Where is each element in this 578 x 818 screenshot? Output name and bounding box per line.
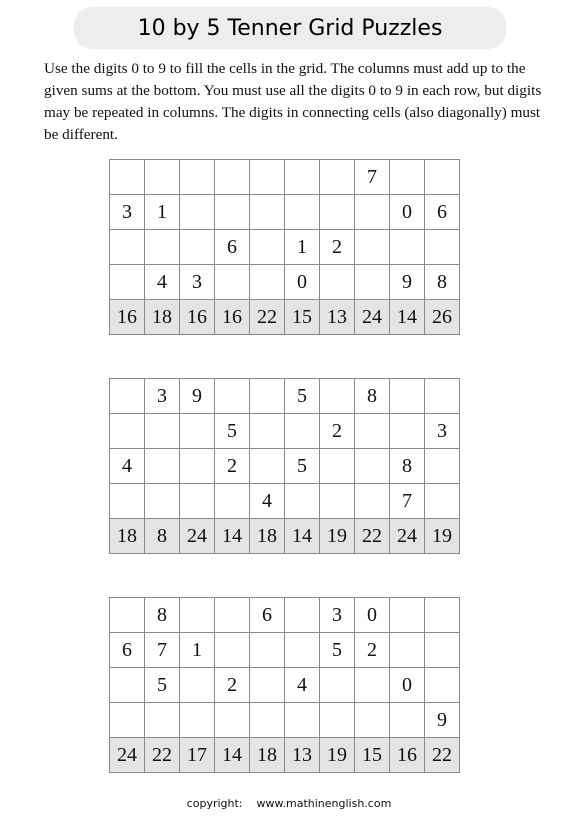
empty-cell (320, 668, 355, 703)
empty-cell (425, 633, 460, 668)
column-sum-cell: 13 (285, 738, 320, 773)
grid-row (110, 160, 460, 195)
empty-cell (390, 414, 425, 449)
given-digit-cell: 2 (355, 633, 390, 668)
given-digit-cell: 8 (425, 265, 460, 300)
given-digit-cell: 2 (215, 449, 250, 484)
empty-cell (145, 414, 180, 449)
empty-cell (425, 449, 460, 484)
empty-cell (110, 484, 145, 519)
empty-cell (425, 484, 460, 519)
column-sum-cell: 24 (390, 519, 425, 554)
empty-cell (355, 195, 390, 230)
column-sum-cell: 16 (390, 738, 425, 773)
column-sum-cell: 18 (145, 300, 180, 335)
empty-cell (390, 379, 425, 414)
grid-row (110, 195, 460, 230)
column-sum-cell: 15 (355, 738, 390, 773)
column-sum-cell: 19 (320, 519, 355, 554)
empty-cell (355, 484, 390, 519)
empty-cell (285, 703, 320, 738)
column-sum-cell: 16 (180, 300, 215, 335)
empty-cell (355, 449, 390, 484)
column-sum-cell: 18 (110, 519, 145, 554)
column-sum-cell: 18 (250, 519, 285, 554)
column-sums-row (110, 519, 460, 554)
given-digit-cell: 4 (145, 265, 180, 300)
given-digit-cell: 8 (355, 379, 390, 414)
empty-cell (180, 484, 215, 519)
empty-cell (250, 633, 285, 668)
column-sum-cell: 24 (110, 738, 145, 773)
title-banner (74, 7, 506, 49)
grid-row (110, 265, 460, 300)
given-digit-cell: 4 (110, 449, 145, 484)
empty-cell (180, 598, 215, 633)
empty-cell (215, 379, 250, 414)
empty-cell (110, 160, 145, 195)
empty-cell (180, 230, 215, 265)
column-sum-cell: 26 (425, 300, 460, 335)
column-sum-cell: 22 (355, 519, 390, 554)
empty-cell (215, 703, 250, 738)
empty-cell (425, 379, 460, 414)
given-digit-cell: 5 (285, 449, 320, 484)
empty-cell (215, 195, 250, 230)
given-digit-cell: 7 (390, 484, 425, 519)
empty-cell (180, 703, 215, 738)
empty-cell (180, 668, 215, 703)
empty-cell (110, 668, 145, 703)
empty-cell (390, 633, 425, 668)
empty-cell (355, 265, 390, 300)
empty-cell (320, 265, 355, 300)
empty-cell (390, 703, 425, 738)
grid-row (110, 379, 460, 414)
grid-row (110, 414, 460, 449)
given-digit-cell: 8 (145, 598, 180, 633)
empty-cell (145, 449, 180, 484)
empty-cell (425, 668, 460, 703)
empty-cell (320, 195, 355, 230)
empty-cell (110, 230, 145, 265)
given-digit-cell: 0 (355, 598, 390, 633)
empty-cell (285, 195, 320, 230)
column-sums-row (110, 300, 460, 335)
given-digit-cell: 5 (320, 633, 355, 668)
given-digit-cell: 7 (355, 160, 390, 195)
column-sums-row (110, 738, 460, 773)
given-digit-cell: 0 (285, 265, 320, 300)
column-sum-cell: 14 (215, 738, 250, 773)
given-digit-cell: 3 (425, 414, 460, 449)
given-digit-cell: 4 (285, 668, 320, 703)
copyright-label: copyright: (186, 797, 243, 810)
empty-cell (180, 449, 215, 484)
column-sum-cell: 22 (145, 738, 180, 773)
grid-row (110, 598, 460, 633)
column-sum-cell: 19 (320, 738, 355, 773)
page-title: 10 by 5 Tenner Grid Puzzles (137, 15, 443, 41)
empty-cell (215, 598, 250, 633)
column-sum-cell: 17 (180, 738, 215, 773)
empty-cell (250, 230, 285, 265)
given-digit-cell: 5 (215, 414, 250, 449)
given-digit-cell: 6 (250, 598, 285, 633)
given-digit-cell: 1 (145, 195, 180, 230)
column-sum-cell: 24 (355, 300, 390, 335)
empty-cell (390, 598, 425, 633)
copyright-url: www.mathinenglish.com (256, 797, 392, 810)
empty-cell (320, 379, 355, 414)
column-sum-cell: 14 (285, 519, 320, 554)
empty-cell (320, 449, 355, 484)
given-digit-cell: 6 (215, 230, 250, 265)
empty-cell (110, 414, 145, 449)
column-sum-cell: 22 (425, 738, 460, 773)
given-digit-cell: 6 (110, 633, 145, 668)
empty-cell (250, 668, 285, 703)
given-digit-cell: 8 (390, 449, 425, 484)
column-sum-cell: 24 (180, 519, 215, 554)
empty-cell (320, 160, 355, 195)
empty-cell (250, 160, 285, 195)
empty-cell (355, 230, 390, 265)
given-digit-cell: 7 (145, 633, 180, 668)
empty-cell (145, 230, 180, 265)
empty-cell (110, 265, 145, 300)
column-sum-cell: 16 (110, 300, 145, 335)
given-digit-cell: 5 (145, 668, 180, 703)
given-digit-cell: 4 (250, 484, 285, 519)
empty-cell (110, 703, 145, 738)
grid-row (110, 449, 460, 484)
empty-cell (285, 633, 320, 668)
given-digit-cell: 2 (320, 414, 355, 449)
column-sum-cell: 18 (250, 738, 285, 773)
given-digit-cell: 1 (285, 230, 320, 265)
grid-row (110, 633, 460, 668)
column-sum-cell: 14 (390, 300, 425, 335)
given-digit-cell: 6 (425, 195, 460, 230)
given-digit-cell: 2 (215, 668, 250, 703)
empty-cell (320, 484, 355, 519)
empty-cell (355, 414, 390, 449)
copyright-footer (0, 797, 578, 810)
given-digit-cell: 3 (320, 598, 355, 633)
given-digit-cell: 0 (390, 668, 425, 703)
empty-cell (390, 160, 425, 195)
tenner-grid-puzzle-3 (109, 597, 460, 773)
empty-cell (250, 414, 285, 449)
grid-row (110, 484, 460, 519)
grid-row (110, 230, 460, 265)
empty-cell (215, 484, 250, 519)
empty-cell (250, 703, 285, 738)
empty-cell (285, 598, 320, 633)
empty-cell (425, 230, 460, 265)
column-sum-cell: 14 (215, 519, 250, 554)
empty-cell (355, 668, 390, 703)
column-sum-cell: 22 (250, 300, 285, 335)
empty-cell (250, 195, 285, 230)
empty-cell (250, 265, 285, 300)
tenner-grid-puzzle-2 (109, 378, 460, 554)
given-digit-cell: 0 (390, 195, 425, 230)
given-digit-cell: 3 (145, 379, 180, 414)
given-digit-cell: 5 (285, 379, 320, 414)
empty-cell (180, 414, 215, 449)
tenner-grid-puzzle-1 (109, 159, 460, 335)
given-digit-cell: 2 (320, 230, 355, 265)
empty-cell (250, 449, 285, 484)
empty-cell (390, 230, 425, 265)
given-digit-cell: 1 (180, 633, 215, 668)
empty-cell (110, 598, 145, 633)
column-sum-cell: 15 (285, 300, 320, 335)
empty-cell (215, 265, 250, 300)
empty-cell (425, 598, 460, 633)
empty-cell (285, 484, 320, 519)
column-sum-cell: 16 (215, 300, 250, 335)
column-sum-cell: 8 (145, 519, 180, 554)
empty-cell (285, 160, 320, 195)
empty-cell (180, 160, 215, 195)
column-sum-cell: 19 (425, 519, 460, 554)
given-digit-cell: 9 (390, 265, 425, 300)
empty-cell (145, 160, 180, 195)
given-digit-cell: 9 (425, 703, 460, 738)
empty-cell (425, 160, 460, 195)
given-digit-cell: 3 (110, 195, 145, 230)
grid-row (110, 668, 460, 703)
given-digit-cell: 9 (180, 379, 215, 414)
empty-cell (215, 633, 250, 668)
empty-cell (285, 414, 320, 449)
column-sum-cell: 13 (320, 300, 355, 335)
empty-cell (320, 703, 355, 738)
instructions-text: Use the digits 0 to 9 to fill the cells in the grid. The columns must add up to the given sums at the bottom. You must use all the digits 0 to 9 in each row, but digits may be repeated in columns. The digits in connecting cells (also diagonally) must be different. (44, 60, 542, 143)
grid-row (110, 703, 460, 738)
empty-cell (355, 703, 390, 738)
empty-cell (145, 484, 180, 519)
empty-cell (110, 379, 145, 414)
given-digit-cell: 3 (180, 265, 215, 300)
empty-cell (215, 160, 250, 195)
empty-cell (145, 703, 180, 738)
empty-cell (180, 195, 215, 230)
empty-cell (250, 379, 285, 414)
